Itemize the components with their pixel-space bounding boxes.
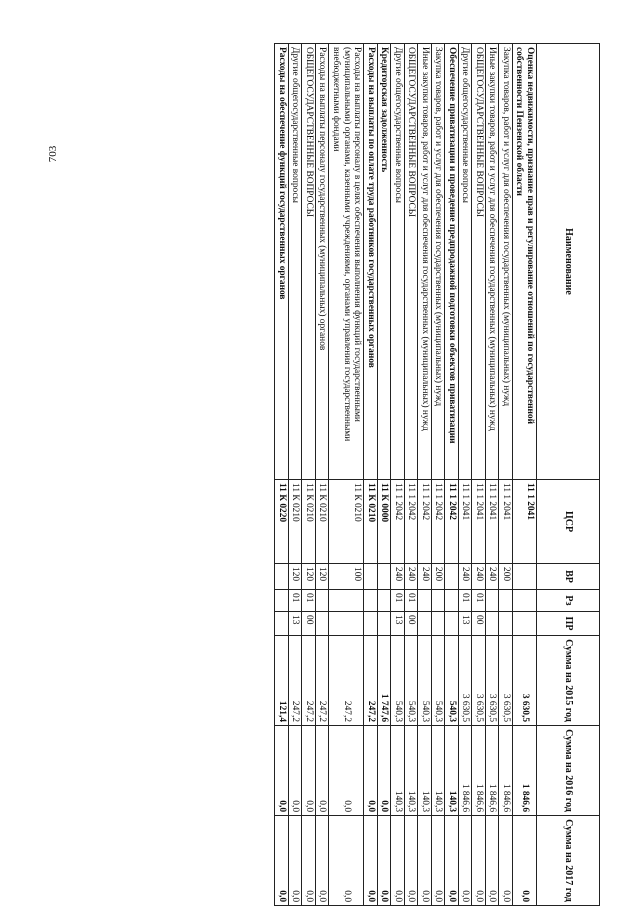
row-sum-2015: 540,3 bbox=[391, 636, 405, 726]
row-name: Расходы на обеспечение функций государственных органов bbox=[275, 44, 289, 480]
row-csr: 11 1 2042 bbox=[418, 480, 432, 564]
row-sum-2017: 0,0 bbox=[472, 816, 486, 906]
header-name: Наименование bbox=[537, 44, 600, 480]
header-pr: ПР bbox=[537, 612, 600, 636]
row-sum-2016: 140,3 bbox=[431, 726, 445, 816]
row-rz bbox=[431, 590, 445, 612]
row-csr: 11 К 0210 bbox=[364, 480, 378, 564]
row-sum-2016: 0,0 bbox=[364, 726, 378, 816]
table-row bbox=[391, 44, 405, 906]
table-row bbox=[499, 44, 513, 906]
row-vr: 200 bbox=[499, 564, 513, 590]
table-row bbox=[485, 44, 499, 906]
row-rz: 01 bbox=[288, 590, 302, 612]
row-sum-2015: 247,2 bbox=[302, 636, 316, 726]
row-name: Кредиторская задолженность bbox=[377, 44, 391, 480]
row-rz bbox=[512, 590, 536, 612]
row-sum-2015: 3 630,5 bbox=[458, 636, 472, 726]
row-vr: 240 bbox=[391, 564, 405, 590]
row-csr: 11 К 0210 bbox=[315, 480, 329, 564]
row-pr bbox=[418, 612, 432, 636]
header-sum-2015: Сумма на 2015 год bbox=[537, 636, 600, 726]
row-pr bbox=[485, 612, 499, 636]
row-name: Обеспечение приватизации и проведение предпродажной подготовки объектов приватизации bbox=[445, 44, 459, 480]
row-rz bbox=[377, 590, 391, 612]
table-row bbox=[445, 44, 459, 906]
row-csr: 11 1 2041 bbox=[458, 480, 472, 564]
row-csr: 11 1 2041 bbox=[472, 480, 486, 564]
row-sum-2016: 1 846,6 bbox=[512, 726, 536, 816]
row-sum-2016: 0,0 bbox=[288, 726, 302, 816]
row-sum-2017: 0,0 bbox=[404, 816, 418, 906]
row-csr: 11 1 2041 bbox=[485, 480, 499, 564]
row-sum-2016: 0,0 bbox=[377, 726, 391, 816]
row-name: ОБЩЕГОСУДАРСТВЕННЫЕ ВОПРОСЫ bbox=[472, 44, 486, 480]
row-name: Расходы на выплаты персоналу в целях обеспечения выполнения функций государственными (муниципальными) органами, казенными учреждениями, органами управления государственными внебюджетными фондами bbox=[329, 44, 364, 480]
row-pr bbox=[499, 612, 513, 636]
budget-table bbox=[274, 43, 600, 906]
row-sum-2015: 3 630,5 bbox=[472, 636, 486, 726]
row-name: ОБЩЕГОСУДАРСТВЕННЫЕ ВОПРОСЫ bbox=[302, 44, 316, 480]
row-pr bbox=[445, 612, 459, 636]
row-name: Закупка товаров, работ и услуг для обеспечения государственных (муниципальных) нужд bbox=[431, 44, 445, 480]
row-vr: 100 bbox=[329, 564, 364, 590]
row-pr: 00 bbox=[472, 612, 486, 636]
table-row bbox=[302, 44, 316, 906]
row-vr: 240 bbox=[458, 564, 472, 590]
row-sum-2015: 247,2 bbox=[364, 636, 378, 726]
rotated-page bbox=[74, 43, 600, 905]
row-name: Закупка товаров, работ и услуг для обеспечения государственных (муниципальных) нужд bbox=[499, 44, 513, 480]
row-sum-2017: 0,0 bbox=[431, 816, 445, 906]
row-csr: 11 1 2042 bbox=[404, 480, 418, 564]
row-pr bbox=[329, 612, 364, 636]
row-rz bbox=[418, 590, 432, 612]
header-sum-2017: Сумма на 2017 год bbox=[537, 816, 600, 906]
row-sum-2015: 540,3 bbox=[404, 636, 418, 726]
row-rz bbox=[315, 590, 329, 612]
row-sum-2015: 3 630,5 bbox=[512, 636, 536, 726]
row-sum-2017: 0,0 bbox=[315, 816, 329, 906]
row-csr: 11 К 0220 bbox=[275, 480, 289, 564]
row-name: Оценка недвижимости, признание прав и регулирование отношений по государственной собственности Пензенской области bbox=[512, 44, 536, 480]
row-sum-2015: 3 630,5 bbox=[485, 636, 499, 726]
header-rz: Рз bbox=[537, 590, 600, 612]
row-vr: 120 bbox=[315, 564, 329, 590]
row-name: Другие общегосударственные вопросы bbox=[391, 44, 405, 480]
row-vr: 120 bbox=[302, 564, 316, 590]
row-csr: 11 1 2041 bbox=[499, 480, 513, 564]
row-sum-2017: 0,0 bbox=[302, 816, 316, 906]
row-pr bbox=[315, 612, 329, 636]
row-vr: 120 bbox=[288, 564, 302, 590]
row-rz: 01 bbox=[302, 590, 316, 612]
row-sum-2017: 0,0 bbox=[512, 816, 536, 906]
header-csr: ЦСР bbox=[537, 480, 600, 564]
row-vr: 240 bbox=[472, 564, 486, 590]
row-sum-2016: 140,3 bbox=[418, 726, 432, 816]
row-sum-2015: 247,2 bbox=[315, 636, 329, 726]
row-sum-2017: 0,0 bbox=[445, 816, 459, 906]
row-sum-2017: 0,0 bbox=[458, 816, 472, 906]
header-vr: ВР bbox=[537, 564, 600, 590]
row-sum-2017: 0,0 bbox=[377, 816, 391, 906]
row-pr: 00 bbox=[404, 612, 418, 636]
table-row bbox=[512, 44, 536, 906]
row-name: Расходы на выплаты персоналу государственных (муниципальных) органов bbox=[315, 44, 329, 480]
row-sum-2016: 0,0 bbox=[329, 726, 364, 816]
table-row bbox=[377, 44, 391, 906]
row-csr: 11 1 2041 bbox=[512, 480, 536, 564]
row-sum-2015: 540,3 bbox=[445, 636, 459, 726]
row-name: ОБЩЕГОСУДАРСТВЕННЫЕ ВОПРОСЫ bbox=[404, 44, 418, 480]
row-sum-2015: 540,3 bbox=[418, 636, 432, 726]
row-sum-2017: 0,0 bbox=[418, 816, 432, 906]
row-rz bbox=[329, 590, 364, 612]
row-pr bbox=[364, 612, 378, 636]
row-sum-2016: 140,3 bbox=[404, 726, 418, 816]
row-csr: 11 К 0000 bbox=[377, 480, 391, 564]
table-row bbox=[431, 44, 445, 906]
row-vr bbox=[364, 564, 378, 590]
header-sum-2016: Сумма на 2016 год bbox=[537, 726, 600, 816]
row-rz: 01 bbox=[404, 590, 418, 612]
row-rz bbox=[445, 590, 459, 612]
row-vr bbox=[512, 564, 536, 590]
row-sum-2016: 1 846,6 bbox=[458, 726, 472, 816]
row-rz bbox=[275, 590, 289, 612]
table-row bbox=[288, 44, 302, 906]
row-csr: 11 К 0210 bbox=[329, 480, 364, 564]
page-number: 703 bbox=[47, 145, 59, 163]
row-rz bbox=[364, 590, 378, 612]
row-rz: 01 bbox=[391, 590, 405, 612]
row-pr bbox=[377, 612, 391, 636]
row-sum-2016: 0,0 bbox=[315, 726, 329, 816]
row-vr: 240 bbox=[485, 564, 499, 590]
row-sum-2016: 0,0 bbox=[275, 726, 289, 816]
row-pr: 00 bbox=[302, 612, 316, 636]
row-sum-2017: 0,0 bbox=[329, 816, 364, 906]
row-sum-2017: 0,0 bbox=[485, 816, 499, 906]
row-csr: 11 1 2042 bbox=[431, 480, 445, 564]
row-sum-2017: 0,0 bbox=[499, 816, 513, 906]
row-sum-2017: 0,0 bbox=[391, 816, 405, 906]
row-pr: 13 bbox=[458, 612, 472, 636]
row-csr: 11 1 2042 bbox=[391, 480, 405, 564]
table-row bbox=[418, 44, 432, 906]
row-sum-2016: 140,3 bbox=[391, 726, 405, 816]
row-sum-2015: 247,2 bbox=[329, 636, 364, 726]
row-csr: 11 К 0210 bbox=[302, 480, 316, 564]
row-sum-2015: 121,4 bbox=[275, 636, 289, 726]
table-row bbox=[315, 44, 329, 906]
row-vr: 240 bbox=[418, 564, 432, 590]
row-sum-2016: 140,3 bbox=[445, 726, 459, 816]
row-rz bbox=[485, 590, 499, 612]
row-pr: 13 bbox=[391, 612, 405, 636]
row-sum-2016: 1 846,6 bbox=[485, 726, 499, 816]
row-vr bbox=[275, 564, 289, 590]
row-sum-2015: 3 630,5 bbox=[499, 636, 513, 726]
table-row bbox=[472, 44, 486, 906]
row-name: Иные закупки товаров, работ и услуг для обеспечения государственных (муниципальных) нужд bbox=[418, 44, 432, 480]
table-header-row bbox=[537, 44, 600, 906]
table-row bbox=[458, 44, 472, 906]
row-name: Иные закупки товаров, работ и услуг для обеспечения государственных (муниципальных) нужд bbox=[485, 44, 499, 480]
row-rz bbox=[499, 590, 513, 612]
row-pr: 13 bbox=[288, 612, 302, 636]
row-sum-2016: 1 846,6 bbox=[472, 726, 486, 816]
row-rz: 01 bbox=[458, 590, 472, 612]
row-sum-2015: 1 747,6 bbox=[377, 636, 391, 726]
row-sum-2017: 0,0 bbox=[364, 816, 378, 906]
row-pr bbox=[275, 612, 289, 636]
row-rz: 01 bbox=[472, 590, 486, 612]
row-sum-2016: 1 846,6 bbox=[499, 726, 513, 816]
row-vr: 240 bbox=[404, 564, 418, 590]
table-row bbox=[404, 44, 418, 906]
row-sum-2017: 0,0 bbox=[288, 816, 302, 906]
table-row bbox=[275, 44, 289, 906]
row-csr: 11 К 0210 bbox=[288, 480, 302, 564]
row-sum-2015: 247,2 bbox=[288, 636, 302, 726]
row-name: Другие общегосударственные вопросы bbox=[288, 44, 302, 480]
row-vr bbox=[377, 564, 391, 590]
table-row bbox=[364, 44, 378, 906]
row-sum-2016: 0,0 bbox=[302, 726, 316, 816]
row-sum-2015: 540,3 bbox=[431, 636, 445, 726]
row-pr bbox=[431, 612, 445, 636]
row-vr: 200 bbox=[431, 564, 445, 590]
row-vr bbox=[445, 564, 459, 590]
row-sum-2017: 0,0 bbox=[275, 816, 289, 906]
table-row bbox=[329, 44, 364, 906]
row-name: Другие общегосударственные вопросы bbox=[458, 44, 472, 480]
row-csr: 11 1 2042 bbox=[445, 480, 459, 564]
row-pr bbox=[512, 612, 536, 636]
row-name: Расходы на выплаты по оплате труда работников государственных органов bbox=[364, 44, 378, 480]
